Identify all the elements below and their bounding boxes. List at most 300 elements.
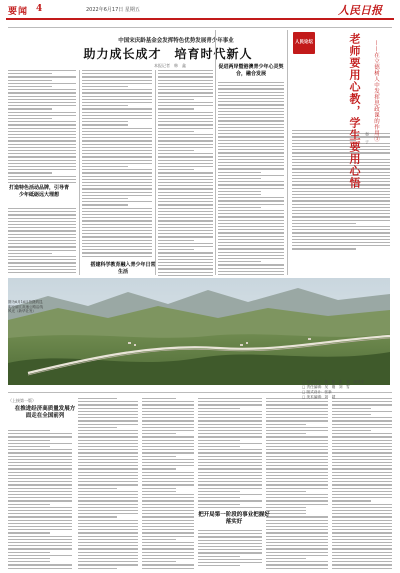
continuation-note: （上接第一版）	[8, 398, 36, 403]
text-line	[158, 272, 213, 273]
text-line	[8, 224, 76, 225]
forum-badge: 人民论坛	[293, 32, 315, 54]
text-line	[8, 523, 72, 524]
text-line	[266, 539, 328, 540]
text-line	[78, 398, 117, 399]
text-line	[266, 555, 328, 556]
text-line	[8, 443, 72, 444]
text-line	[158, 112, 213, 113]
text-line	[142, 558, 194, 559]
text-line	[78, 440, 138, 441]
text-line	[78, 452, 138, 453]
text-line	[8, 552, 50, 553]
text-line	[82, 137, 152, 138]
text-line	[332, 545, 392, 546]
text-line	[332, 430, 371, 431]
text-line	[332, 404, 392, 405]
text-line	[8, 246, 76, 247]
text-line	[8, 227, 76, 228]
text-line	[142, 510, 194, 511]
text-line	[158, 150, 194, 151]
text-line	[332, 443, 392, 444]
text-line	[82, 96, 152, 97]
text-line	[8, 259, 76, 260]
text-line	[8, 156, 76, 157]
text-line	[158, 236, 213, 237]
text-line	[78, 456, 138, 457]
text-line	[266, 568, 328, 569]
text-line	[332, 417, 392, 418]
photo-caption: 图为6月16日拍摄的昆明至丽江高速公路沿线风光（新华社发）	[8, 300, 43, 313]
commentary-author: 秦 子	[365, 132, 370, 144]
text-line	[142, 564, 194, 565]
text-line	[266, 504, 328, 505]
text-line	[78, 491, 138, 492]
text-line	[218, 223, 284, 224]
credit-line: □ 美术编辑：刘 超	[302, 395, 336, 399]
text-line	[142, 430, 194, 431]
text-line	[8, 134, 76, 135]
text-line	[158, 169, 194, 170]
text-line	[82, 140, 152, 141]
text-line	[198, 484, 262, 485]
text-line	[158, 172, 213, 173]
text-line	[266, 462, 328, 463]
editor-credits	[302, 380, 392, 400]
text-line	[218, 229, 284, 230]
text-line	[8, 472, 72, 473]
text-line	[142, 555, 194, 556]
text-line	[78, 542, 138, 543]
text-line	[332, 500, 371, 501]
text-line	[198, 449, 262, 450]
text-line	[332, 532, 392, 533]
text-line	[142, 491, 176, 492]
text-line	[266, 449, 328, 450]
text-line	[82, 233, 152, 234]
text-line	[266, 523, 328, 524]
text-line	[158, 243, 213, 244]
text-line	[8, 147, 76, 148]
text-line	[158, 83, 213, 84]
text-line	[158, 99, 194, 100]
text-line	[142, 520, 194, 521]
text-line	[78, 449, 138, 450]
text-line	[198, 427, 262, 428]
text-line	[218, 92, 284, 93]
text-line	[198, 433, 262, 434]
text-line	[198, 417, 262, 418]
text-line	[8, 440, 50, 441]
text-line	[78, 404, 138, 405]
text-line	[8, 86, 52, 87]
text-line	[142, 568, 194, 569]
text-line	[8, 182, 76, 183]
text-line	[8, 208, 76, 209]
text-line	[82, 121, 128, 122]
text-line	[8, 555, 72, 556]
text-line	[332, 516, 392, 517]
text-line	[82, 227, 152, 228]
text-line	[218, 124, 284, 125]
text-line	[266, 545, 328, 546]
section-rule	[8, 27, 392, 28]
text-line	[78, 484, 138, 485]
text-line	[82, 105, 128, 106]
text-line	[82, 128, 152, 129]
text-line	[198, 494, 262, 495]
text-line	[198, 404, 262, 405]
text-line	[78, 555, 138, 556]
text-line	[8, 108, 52, 109]
text-line	[8, 131, 76, 132]
text-line	[158, 76, 213, 77]
text-line	[198, 504, 240, 505]
text-line	[158, 160, 213, 161]
text-line	[82, 70, 152, 71]
text-line	[158, 188, 213, 189]
text-line	[78, 420, 138, 421]
text-line	[198, 549, 262, 550]
text-line	[142, 440, 194, 441]
text-line	[332, 427, 392, 428]
text-line	[198, 452, 262, 453]
text-line	[218, 165, 284, 166]
text-line	[158, 163, 213, 164]
text-line	[218, 216, 284, 217]
text-line	[8, 475, 72, 476]
text-line	[158, 246, 213, 247]
text-line	[332, 456, 392, 457]
text-line	[158, 176, 213, 177]
text-line	[158, 105, 213, 106]
text-line	[218, 146, 284, 147]
text-line	[198, 408, 240, 409]
text-line	[332, 513, 392, 514]
text-line	[158, 233, 213, 234]
text-line	[218, 101, 284, 102]
text-line	[8, 529, 72, 530]
text-line	[8, 446, 50, 447]
text-line	[8, 89, 76, 90]
text-line	[142, 465, 194, 466]
text-line	[218, 104, 284, 105]
text-line	[218, 242, 284, 243]
text-line	[142, 449, 194, 450]
text-line	[78, 443, 138, 444]
text-line	[82, 240, 152, 241]
text-line	[8, 112, 76, 113]
text-line	[198, 546, 262, 547]
text-line	[218, 120, 284, 121]
text-line	[78, 465, 138, 466]
text-line	[266, 404, 328, 405]
text-line	[198, 462, 262, 463]
text-line	[8, 516, 72, 517]
text-line	[142, 456, 176, 457]
text-line	[332, 452, 392, 453]
text-line	[332, 497, 392, 498]
text-line	[158, 185, 213, 186]
text-line	[218, 191, 261, 192]
text-line	[158, 121, 213, 122]
text-line	[8, 513, 72, 514]
text-line	[218, 194, 261, 195]
text-line	[8, 504, 50, 505]
text-line	[266, 446, 328, 447]
text-line	[266, 430, 328, 431]
column-rule	[287, 30, 288, 275]
text-line	[78, 564, 138, 565]
text-line	[78, 548, 138, 549]
text-line	[266, 561, 328, 562]
credit-line: □ 版式设计：张新	[302, 390, 332, 394]
text-line	[198, 414, 262, 415]
text-line	[8, 96, 76, 97]
text-line	[332, 449, 392, 450]
text-line	[266, 564, 328, 565]
text-line	[218, 258, 284, 259]
text-line	[218, 95, 284, 96]
text-line	[218, 130, 284, 131]
text-line	[332, 411, 392, 412]
text-line	[142, 459, 194, 460]
text-line	[8, 494, 72, 495]
text-line	[266, 472, 328, 473]
text-line	[8, 128, 76, 129]
text-line	[8, 140, 76, 141]
text-line	[218, 239, 284, 240]
text-line	[218, 232, 284, 233]
text-line	[332, 548, 392, 549]
text-line	[82, 76, 152, 77]
text-line	[158, 124, 213, 125]
text-line	[78, 468, 138, 469]
text-line	[198, 491, 240, 492]
text-line	[332, 526, 392, 527]
text-line	[198, 497, 240, 498]
text-line	[158, 153, 213, 154]
text-line	[8, 478, 72, 479]
text-line	[266, 420, 328, 421]
text-line	[332, 481, 392, 482]
text-line	[218, 220, 284, 221]
mountain-highway-image	[8, 278, 390, 385]
text-line	[198, 481, 262, 482]
text-line	[332, 510, 392, 511]
text-line	[158, 92, 213, 93]
text-line	[218, 197, 284, 198]
text-line	[142, 472, 194, 473]
text-line	[218, 207, 261, 208]
subhead: 打造特色活动品牌，引导青少年砥砺远大理想	[8, 185, 69, 198]
text-line	[82, 112, 152, 113]
text-line	[82, 204, 128, 205]
text-line	[82, 198, 128, 199]
text-line	[142, 545, 194, 546]
text-line	[158, 198, 213, 199]
text-line	[8, 172, 52, 173]
text-line	[8, 462, 72, 463]
text-line	[266, 542, 328, 543]
text-line	[8, 262, 76, 263]
text-line	[142, 542, 194, 543]
text-line	[8, 456, 72, 457]
text-line	[8, 176, 76, 177]
text-line	[158, 217, 213, 218]
text-line	[218, 114, 284, 115]
text-line	[78, 529, 138, 530]
text-line	[142, 561, 176, 562]
text-line	[82, 185, 152, 186]
text-line	[332, 440, 392, 441]
text-line	[78, 568, 117, 569]
text-line	[82, 230, 152, 231]
text-line	[332, 420, 392, 421]
text-line	[82, 115, 152, 116]
text-line	[8, 211, 76, 212]
text-line	[198, 478, 262, 479]
text-line	[8, 118, 52, 119]
text-line	[82, 118, 152, 119]
text-line	[332, 494, 392, 495]
text-line	[332, 555, 392, 556]
text-line	[8, 465, 72, 466]
text-line	[142, 414, 194, 415]
commentary-title: 老师要用心教，学生要用心悟	[348, 33, 361, 189]
text-line	[82, 201, 152, 202]
text-line	[158, 214, 213, 215]
text-line	[142, 536, 194, 537]
text-line	[82, 147, 152, 148]
text-line	[266, 507, 306, 508]
text-line	[266, 516, 328, 517]
text-line	[266, 468, 328, 469]
text-line	[198, 456, 262, 457]
text-line	[142, 475, 194, 476]
text-line	[142, 468, 176, 469]
text-line	[142, 488, 176, 489]
text-line	[158, 240, 194, 241]
text-line	[332, 564, 392, 565]
text-line	[78, 433, 138, 434]
text-line	[158, 108, 194, 109]
newspaper-logo: 人民日报	[338, 4, 382, 17]
text-line	[198, 552, 262, 553]
text-line	[8, 269, 76, 270]
text-line	[142, 539, 176, 540]
text-line	[8, 452, 72, 453]
text-line	[266, 427, 328, 428]
text-line	[8, 481, 72, 482]
text-line	[82, 220, 152, 221]
text-line	[218, 252, 284, 253]
text-line	[8, 542, 72, 543]
text-line	[8, 144, 76, 145]
text-line	[78, 472, 138, 473]
text-line	[8, 70, 76, 71]
text-line	[78, 526, 138, 527]
text-line	[266, 411, 328, 412]
text-line	[78, 401, 138, 402]
text-line	[82, 236, 152, 237]
text-line	[266, 414, 328, 415]
text-line	[142, 497, 194, 498]
text-line	[218, 184, 284, 185]
text-line	[158, 249, 194, 250]
text-line	[198, 556, 240, 557]
text-line	[8, 73, 52, 74]
text-line	[78, 536, 138, 537]
text-line	[82, 217, 152, 218]
text-line	[8, 430, 50, 431]
text-line	[332, 484, 392, 485]
text-line	[142, 443, 194, 444]
text-line	[82, 89, 152, 90]
text-line	[332, 424, 392, 425]
text-line	[218, 264, 284, 265]
text-line	[142, 401, 194, 402]
text-line	[266, 440, 328, 441]
text-line	[78, 497, 138, 498]
text-line	[78, 500, 138, 501]
text-line	[142, 398, 176, 399]
text-line	[332, 414, 371, 415]
text-line	[78, 488, 117, 489]
text-line	[158, 201, 213, 202]
text-line	[158, 220, 213, 221]
text-line	[266, 529, 328, 530]
text-line	[8, 484, 72, 485]
text-line	[332, 465, 392, 466]
text-line	[198, 446, 240, 447]
text-line	[218, 172, 261, 173]
text-line	[266, 491, 306, 492]
main-kicker: 中国宋庆龄基金会发挥特色优势发展青少年事业	[118, 38, 234, 44]
header-rule	[6, 18, 394, 20]
text-line	[218, 140, 284, 141]
text-line	[198, 420, 262, 421]
text-line	[142, 462, 194, 463]
text-line	[78, 510, 138, 511]
text-line	[82, 176, 152, 177]
text-line	[8, 507, 72, 508]
text-line	[78, 408, 138, 409]
text-line	[142, 548, 194, 549]
text-line	[266, 558, 306, 559]
text-line	[266, 424, 306, 425]
text-line	[78, 513, 138, 514]
subhead: 促进两岸暨港澳青少年心灵契合，融合发展	[218, 64, 284, 77]
main-byline: 本报记者 韩 鑫	[154, 63, 186, 68]
text-line	[198, 536, 262, 537]
text-line	[266, 510, 306, 511]
text-line	[8, 102, 76, 103]
text-line	[142, 427, 194, 428]
text-line	[332, 507, 392, 508]
text-line	[8, 76, 76, 77]
text-line	[266, 536, 328, 537]
text-line	[8, 121, 76, 122]
text-line	[8, 80, 52, 81]
text-line	[78, 504, 138, 505]
text-line	[142, 516, 194, 517]
text-line	[142, 424, 194, 425]
text-line	[78, 459, 138, 460]
credit-line: □ 责任编辑：吴 刚 刘 雪	[302, 385, 350, 389]
text-line	[8, 218, 76, 219]
text-line	[332, 536, 392, 537]
